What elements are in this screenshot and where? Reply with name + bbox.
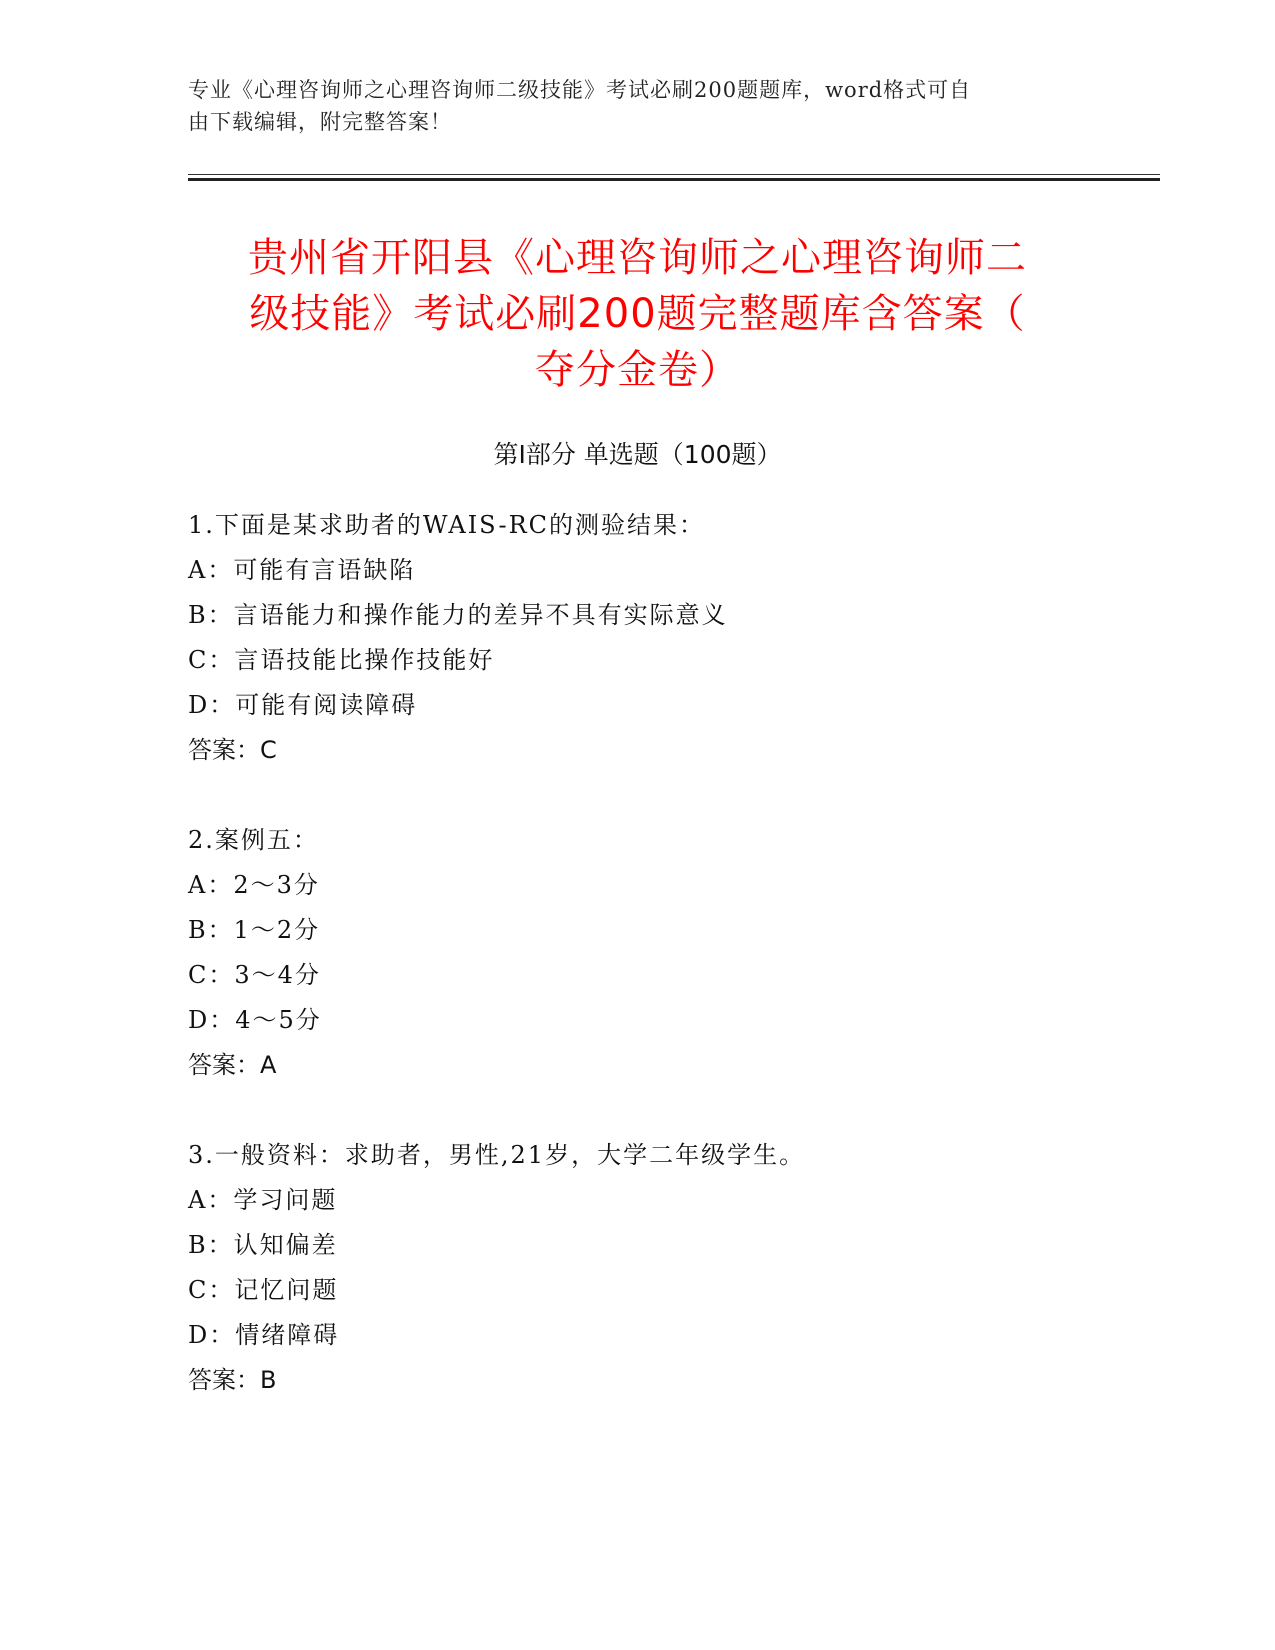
document-title-line-2: 级技能》考试必刷200题完整题库含答案（ [249,291,1026,337]
option-b: B：言语能力和操作能力的差异不具有实际意义 [188,601,728,629]
question-stem: 1.下面是某求助者的WAIS-RC的测验结果： [188,511,706,539]
header-note-line-1: 专业《心理咨询师之心理咨询师二级技能》考试必刷200题题库，word格式可自 [188,78,972,102]
header-rule-thin [188,174,1160,175]
option-a: A：可能有言语缺陷 [188,556,416,584]
question-2 [188,818,1088,1088]
question-1 [188,503,1088,773]
question-stem: 2.案例五： [188,826,319,854]
option-b: B：1～2分 [188,916,321,944]
question-3 [188,1133,1088,1403]
header-note-line-2: 由下载编辑，附完整答案！ [188,110,452,134]
option-d: D：情绪障碍 [188,1321,340,1349]
option-d: D：4～5分 [188,1006,322,1034]
question-stem: 3.一般资料：求助者，男性,21岁，大学二年级学生。 [188,1141,806,1169]
section-title: 第Ⅰ部分 单选题（100题） [493,440,782,469]
document-title-line-3: 夺分金卷） [535,347,740,393]
document-title-line-1: 贵州省开阳县《心理咨询师之心理咨询师二 [248,235,1027,281]
option-c: C：3～4分 [188,961,321,989]
option-b: B：认知偏差 [188,1231,338,1259]
document-title [190,230,1085,398]
option-a: A：学习问题 [188,1186,338,1214]
option-a: A：2～3分 [188,871,320,899]
answer: 答案：A [188,1051,277,1079]
answer: 答案：C [188,736,277,764]
answer: 答案：B [188,1366,277,1394]
option-c: C：言语技能比操作技能好 [188,646,495,674]
header-note [188,74,1088,138]
option-c: C：记忆问题 [188,1276,339,1304]
header-rule-thick [188,178,1160,181]
option-d: D：可能有阅读障碍 [188,691,418,719]
